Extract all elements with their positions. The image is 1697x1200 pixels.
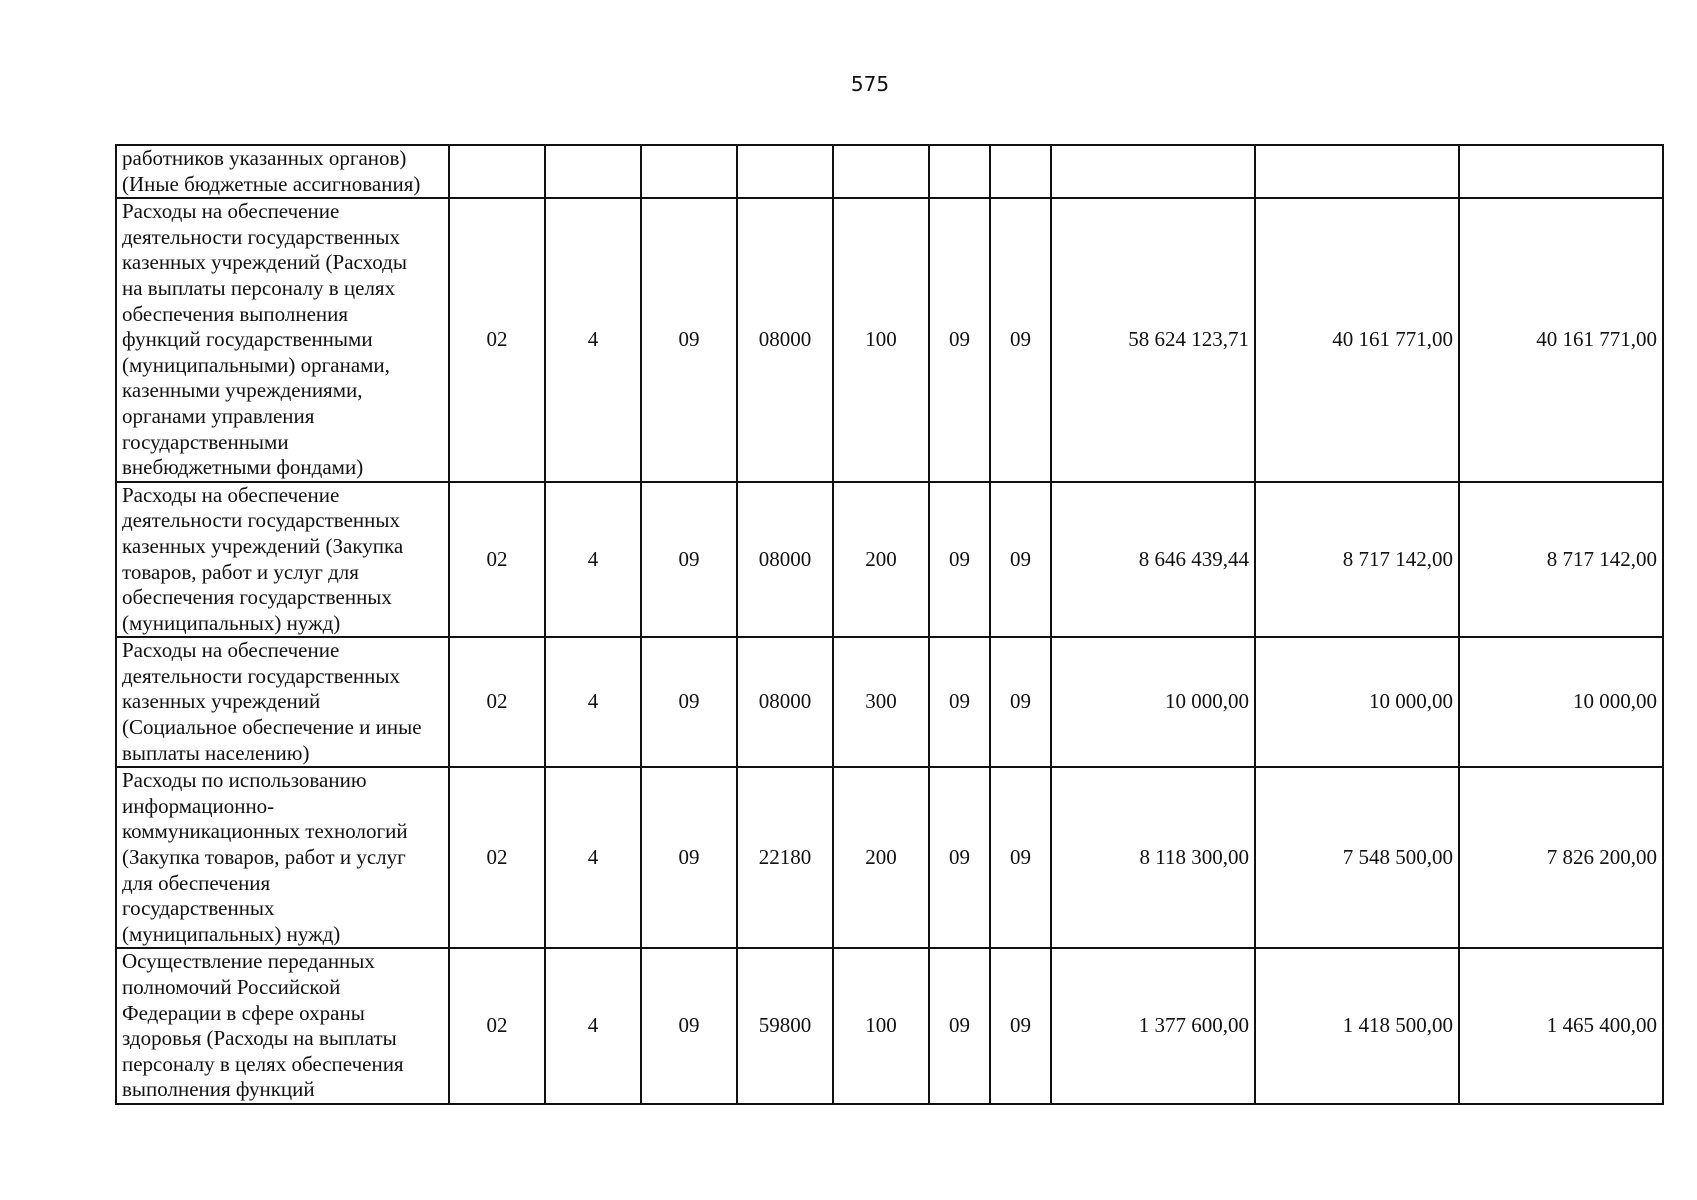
chapter-code-cell: 09 — [929, 637, 990, 767]
description-line: выполнения функций — [122, 1077, 315, 1102]
chapter-code-cell: 09 — [929, 948, 990, 1104]
subprogram-code-cell — [641, 145, 737, 198]
description-cell — [116, 198, 449, 482]
description-line: казенных учреждений (Расходы — [122, 250, 407, 275]
table-row — [116, 145, 1663, 198]
program-code-cell: 4 — [545, 198, 641, 482]
subprogram-code-cell: 09 — [641, 948, 737, 1104]
section-code-cell: 02 — [449, 482, 545, 638]
description-line: полномочий Российской — [122, 975, 341, 999]
section-code-cell — [449, 145, 545, 198]
description-line: Расходы на обеспечение — [122, 482, 340, 507]
description-line: Осуществление переданных — [122, 949, 375, 974]
description-line: (Социальное обеспечение и иные — [122, 715, 422, 740]
program-code-cell: 4 — [545, 948, 641, 1104]
subprogram-code-cell: 09 — [641, 637, 737, 767]
direction-code-cell — [737, 145, 833, 198]
program-code-cell — [545, 145, 641, 198]
page-number: 575 — [850, 72, 890, 96]
description-line: (муниципальными) органами, — [122, 352, 390, 377]
description-line: (Закупка товаров, работ и услуг — [122, 845, 406, 870]
description-line: обеспечения государственных — [122, 585, 392, 610]
description-line: Расходы по использованию — [122, 768, 367, 793]
direction-code-cell: 59800 — [737, 948, 833, 1104]
description-cell — [116, 145, 449, 198]
description-line: для обеспечения — [122, 870, 271, 895]
description-line: (муниципальных) нужд) — [122, 610, 341, 635]
section-code-cell: 02 — [449, 948, 545, 1104]
description-line: информационно- — [122, 793, 275, 818]
amount-year1-cell — [1051, 145, 1255, 198]
amount-year2-cell — [1255, 145, 1459, 198]
description-line: казенных учреждений — [122, 689, 321, 714]
amount-year1-cell: 8 118 300,00 — [1051, 767, 1255, 948]
description-line: Расходы на обеспечение — [122, 199, 340, 224]
expense-type-code-cell: 200 — [833, 767, 929, 948]
amount-year1-cell: 58 624 123,71 — [1051, 198, 1255, 482]
description-cell — [116, 767, 449, 948]
section-code-cell: 02 — [449, 198, 545, 482]
subprogram-code-cell: 09 — [641, 198, 737, 482]
subsection-code-cell: 09 — [990, 767, 1051, 948]
subprogram-code-cell: 09 — [641, 767, 737, 948]
amount-year2-cell: 40 161 771,00 — [1255, 198, 1459, 482]
subsection-code-cell: 09 — [990, 948, 1051, 1104]
description-line: (муниципальных) нужд) — [122, 921, 341, 946]
budget-table — [115, 144, 1664, 1105]
program-code-cell: 4 — [545, 637, 641, 767]
amount-year1-cell: 1 377 600,00 — [1051, 948, 1255, 1104]
budget-table-body — [116, 145, 1663, 1104]
amount-year2-cell: 7 548 500,00 — [1255, 767, 1459, 948]
table-row — [116, 637, 1663, 767]
amount-year2-cell: 10 000,00 — [1255, 637, 1459, 767]
amount-year2-cell: 8 717 142,00 — [1255, 482, 1459, 638]
expense-type-code-cell: 100 — [833, 198, 929, 482]
amount-year2-cell: 1 418 500,00 — [1255, 948, 1459, 1104]
description-line: деятельности государственных — [122, 508, 401, 533]
expense-type-code-cell: 100 — [833, 948, 929, 1104]
direction-code-cell: 22180 — [737, 767, 833, 948]
table-row — [116, 198, 1663, 482]
amount-year3-cell: 7 826 200,00 — [1459, 767, 1663, 948]
description-line: казенных учреждений (Закупка — [122, 533, 404, 558]
chapter-code-cell — [929, 145, 990, 198]
description-cell — [116, 482, 449, 638]
description-cell — [116, 948, 449, 1104]
expense-type-code-cell: 200 — [833, 482, 929, 638]
chapter-code-cell: 09 — [929, 767, 990, 948]
table-row — [116, 482, 1663, 638]
subprogram-code-cell: 09 — [641, 482, 737, 638]
description-line: органами управления — [122, 403, 315, 428]
expense-type-code-cell: 300 — [833, 637, 929, 767]
description-line: Расходы на обеспечение — [122, 638, 340, 663]
amount-year3-cell: 1 465 400,00 — [1459, 948, 1663, 1104]
subsection-code-cell: 09 — [990, 198, 1051, 482]
chapter-code-cell: 09 — [929, 482, 990, 638]
section-code-cell: 02 — [449, 637, 545, 767]
program-code-cell: 4 — [545, 482, 641, 638]
description-line: деятельности государственных — [122, 663, 401, 688]
amount-year1-cell: 10 000,00 — [1051, 637, 1255, 767]
table-row — [116, 767, 1663, 948]
description-line: товаров, работ и услуг для — [122, 559, 359, 584]
subsection-code-cell: 09 — [990, 637, 1051, 767]
description-line: внебюджетными фондами) — [122, 455, 364, 480]
description-line: обеспечения выполнения — [122, 301, 349, 326]
amount-year3-cell: 8 717 142,00 — [1459, 482, 1663, 638]
subsection-code-cell: 09 — [990, 482, 1051, 638]
description-line: государственных — [122, 896, 275, 921]
description-line: персоналу в целях обеспечения — [122, 1051, 404, 1076]
description-line: функций государственными — [122, 327, 373, 352]
description-line: на выплаты персоналу в целях — [122, 275, 396, 300]
section-code-cell: 02 — [449, 767, 545, 948]
description-line: государственными — [122, 429, 289, 454]
description-cell — [116, 637, 449, 767]
description-line: деятельности государственных — [122, 224, 401, 249]
description-line: здоровья (Расходы на выплаты — [122, 1026, 397, 1051]
direction-code-cell: 08000 — [737, 198, 833, 482]
amount-year3-cell: 40 161 771,00 — [1459, 198, 1663, 482]
description-line: коммуникационных технологий — [122, 819, 408, 844]
description-line: работников указанных органов) — [122, 146, 407, 170]
expense-type-code-cell — [833, 145, 929, 198]
amount-year3-cell — [1459, 145, 1663, 198]
amount-year3-cell: 10 000,00 — [1459, 637, 1663, 767]
subsection-code-cell — [990, 145, 1051, 198]
chapter-code-cell: 09 — [929, 198, 990, 482]
program-code-cell: 4 — [545, 767, 641, 948]
direction-code-cell: 08000 — [737, 482, 833, 638]
amount-year1-cell: 8 646 439,44 — [1051, 482, 1255, 638]
description-line: (Иные бюджетные ассигнования) — [122, 171, 421, 196]
table-row — [116, 948, 1663, 1104]
direction-code-cell: 08000 — [737, 637, 833, 767]
description-line: Федерации в сфере охраны — [122, 1000, 365, 1025]
description-line: выплаты населению) — [122, 740, 310, 765]
description-line: казенными учреждениями, — [122, 378, 363, 403]
